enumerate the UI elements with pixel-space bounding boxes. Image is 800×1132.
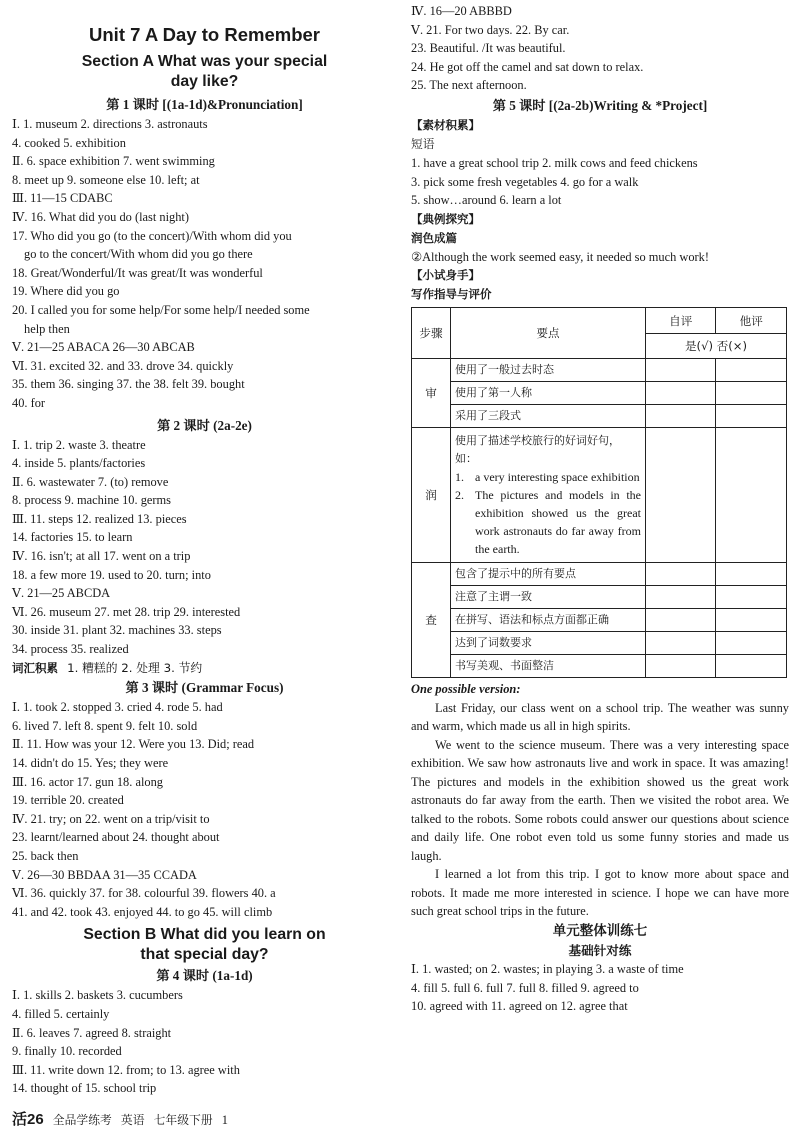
answer-line: 25. back then <box>12 848 79 863</box>
check-item: 达到了词数要求 <box>451 632 646 655</box>
answer-line: 17. Who did you go (to the concert)/With whom did you <box>12 228 292 243</box>
peer-cell <box>716 405 787 428</box>
step-review: 审 <box>412 359 451 428</box>
answer-line: Ⅳ. 21. try; on 22. went on a trip/visit to <box>12 811 210 826</box>
footer-volume: 1 <box>221 1113 228 1127</box>
phrase-label: 短语 <box>411 136 435 151</box>
answer-line: 20. I called you for some help/For some help/I needed some <box>12 302 310 317</box>
answer-line: Ⅰ. 1. museum 2. directions 3. astronauts <box>12 117 208 131</box>
answer-line: 30. inside 31. plant 32. machines 33. steps <box>12 623 222 638</box>
review-item: 采用了三段式 <box>451 405 646 428</box>
answer-line: 25. The next afternoon. <box>411 78 527 93</box>
answer-line: Ⅰ. 1. skills 2. baskets 3. cucumbers <box>12 988 183 1003</box>
polish-example-text: a very interesting space exhibition <box>475 470 640 485</box>
lesson1-answers <box>12 115 397 413</box>
answer-line: Ⅴ. 21. For two days. 22. By car. <box>411 22 570 37</box>
answer-line: 3. pick some fresh vegetables 4. go for a walk <box>411 174 639 189</box>
polish-example-text: The pictures and models in the exhibition showed us the great work astronauts do far away from the earth. <box>475 488 641 557</box>
answer-line: Ⅱ. 6. space exhibition 7. went swimming <box>12 154 215 169</box>
essay-paragraph-3: I learned a lot from this trip. I got to know more about space and robots. It made me more interested in science. I hope we can have more such great school trips in the future. <box>411 867 789 919</box>
evaluation-table <box>411 307 787 678</box>
answer-line: 8. meet up 9. someone else 10. left; at <box>12 172 200 187</box>
answer-line: 14. thought of 15. school trip <box>12 1081 157 1096</box>
page-number: 活26 <box>12 1111 44 1128</box>
answer-line: Ⅵ. 36. quickly 37. for 38. colourful 39. flowers 40. a <box>12 886 276 901</box>
right-column <box>411 0 789 1016</box>
header-self: 自评 <box>646 308 716 334</box>
lesson4-answers <box>12 986 397 1098</box>
answer-line: 19. Where did you go <box>12 284 120 299</box>
section-b-title-line1: Section B What did you learn on <box>83 926 326 944</box>
peer-cell <box>716 632 787 655</box>
lesson3-heading: 第 3 课时 (Grammar Focus) <box>125 680 284 696</box>
lesson4-heading: 第 4 课时 (1a-1d) <box>156 968 253 984</box>
self-cell <box>646 405 716 428</box>
polish-intro: 使用了描述学校旅行的好词好句，如： <box>455 434 620 466</box>
answer-line: Ⅰ. 1. trip 2. waste 3. theatre <box>12 437 146 452</box>
answer-line: 10. agreed with 11. agreed on 12. agree that <box>411 999 628 1014</box>
answer-line: Ⅵ. 31. excited 32. and 33. drove 34. quickly <box>12 358 234 373</box>
polish-example-number: 1. <box>455 470 464 485</box>
basic-practice-answers <box>411 960 789 1016</box>
answer-line: 19. terrible 20. created <box>12 793 124 808</box>
answer-line: Ⅲ. 11. steps 12. realized 13. pieces <box>12 511 187 526</box>
check-item: 注意了主谓一致 <box>451 586 646 609</box>
answer-line: 9. finally 10. recorded <box>12 1044 122 1059</box>
answer-line: Ⅵ. 26. museum 27. met 28. trip 29. interested <box>12 604 241 619</box>
answer-line: 34. process 35. realized <box>12 642 129 657</box>
peer-cell <box>716 359 787 382</box>
unit-test-title: 单元整体训练七 <box>552 922 648 939</box>
check-item: 书写美观、书面整洁 <box>451 655 646 678</box>
answer-line: help then <box>24 321 70 336</box>
vocab-line <box>12 659 397 678</box>
essay-paragraph-2: We went to the science museum. There was a very interesting space exhibition. We saw how astronauts live and work in space. It was amazing! The pictures and models in the exhibition showed us the great work astronauts do far away from the earth. Then we visited the robot area. We talked to the robots. Some robots could answer our questions about science and daily life. One robot even told us some funny stories and made us laugh. <box>411 737 789 863</box>
self-cell <box>646 359 716 382</box>
left-column <box>12 0 397 1098</box>
answer-line: 18. a few more 19. used to 20. turn; into <box>12 567 211 582</box>
step-check: 查 <box>412 563 451 678</box>
step-polish: 润 <box>412 428 451 563</box>
polish-item <box>451 428 646 563</box>
peer-cell <box>716 563 787 586</box>
self-cell <box>646 586 716 609</box>
grade: 七年级下册 <box>153 1113 213 1127</box>
check-item: 包含了提示中的所有要点 <box>451 563 646 586</box>
answer-line: Ⅲ. 11—15 CDABC <box>12 191 113 206</box>
polish-example <box>455 486 641 558</box>
vocab-text: 1. 糟糕的 2. 处理 3. 节约 <box>67 660 203 675</box>
self-cell <box>646 382 716 405</box>
answer-line: 4. cooked 5. exhibition <box>12 135 126 150</box>
answer-line: 4. filled 5. certainly <box>12 1006 110 1021</box>
lesson2-answers <box>12 436 397 659</box>
lesson4-continued-answers <box>411 2 789 95</box>
answer-line: 6. lived 7. left 8. spent 9. felt 10. sold <box>12 718 198 733</box>
peer-cell <box>716 609 787 632</box>
vocab-label: 词汇积累 <box>12 660 58 675</box>
writing-guide-label: 写作指导与评价 <box>411 287 492 302</box>
page-footer <box>12 1108 228 1129</box>
lesson3-answers <box>12 698 397 921</box>
answer-line: 14. factories 15. to learn <box>12 530 133 545</box>
check-item: 在拼写、语法和标点方面都正确 <box>451 609 646 632</box>
header-steps: 步骤 <box>412 308 451 359</box>
answer-line: 14. didn't do 15. Yes; they were <box>12 756 169 770</box>
answer-line: Ⅴ. 21—25 ABCDA <box>12 586 111 601</box>
polish-example <box>455 468 641 486</box>
answer-line: 1. have a great school trip 2. milk cows and feed chickens <box>411 155 698 170</box>
self-cell <box>646 632 716 655</box>
peer-cell <box>716 586 787 609</box>
subject: 英语 <box>120 1113 145 1127</box>
answer-line: go to the concert/With whom did you go there <box>24 247 253 262</box>
answer-line: 24. He got off the camel and sat down to relax. <box>411 59 644 74</box>
book-name: 全品学练考 <box>52 1113 112 1127</box>
answer-line: 5. show…around 6. learn a lot <box>411 193 562 208</box>
lesson5-heading: 第 5 课时 [(2a-2b)Writing & *Project] <box>492 97 708 113</box>
essay-paragraph-1: Last Friday, our class went on a school trip. The weather was sunny and warm, which made us all in high spirits. <box>411 700 789 734</box>
header-yes-no: 是(√) 否(×) <box>646 333 787 359</box>
review-item: 使用了第一人称 <box>451 382 646 405</box>
version-label: One possible version: <box>411 682 521 697</box>
phrase-list <box>411 154 789 210</box>
header-points: 要点 <box>451 308 646 359</box>
peer-cell <box>716 655 787 678</box>
lesson2-heading: 第 2 课时 (2a-2e) <box>157 417 252 433</box>
answer-line: Ⅰ. 1. took 2. stopped 3. cried 4. rode 5. had <box>12 700 223 715</box>
polish-label: 润色成篇 <box>411 230 457 245</box>
answer-line: Ⅱ. 6. leaves 7. agreed 8. straight <box>12 1025 172 1040</box>
self-cell <box>646 428 716 563</box>
lesson1-heading: 第 1 课时 [(1a-1d)&Pronunciation] <box>106 97 303 112</box>
answer-line: 23. Beautiful. /It was beautiful. <box>411 41 566 56</box>
unit-title: Unit 7 A Day to Remember <box>89 24 320 45</box>
answer-line: 23. learnt/learned about 24. thought about <box>12 830 220 845</box>
answer-line: Ⅲ. 16. actor 17. gun 18. along <box>12 774 163 789</box>
answer-line: 35. them 36. singing 37. the 38. felt 39. bought <box>12 377 245 392</box>
polish-sentence: ②Although the work seemed easy, it needed so much work! <box>411 249 709 264</box>
self-cell <box>646 609 716 632</box>
answer-line: Ⅲ. 11. write down 12. from; to 13. agree with <box>12 1062 240 1077</box>
answer-line: 4. fill 5. full 6. full 7. full 8. filled 9. agreed to <box>411 980 639 995</box>
basic-practice-title: 基础针对练 <box>568 942 632 958</box>
answer-line: Ⅱ. 11. How was your 12. Were you 13. Did; read <box>12 737 255 752</box>
peer-cell <box>716 428 787 563</box>
self-cell <box>646 655 716 678</box>
answer-line: Ⅴ. 26—30 BBDAA 31—35 CCADA <box>12 867 197 882</box>
answer-line: Ⅱ. 6. wastewater 7. (to) remove <box>12 474 169 489</box>
self-cell <box>646 563 716 586</box>
examples-label: 【典例探究】 <box>411 211 480 226</box>
review-item: 使用了一般过去时态 <box>451 359 646 382</box>
peer-cell <box>716 382 787 405</box>
answer-line: Ⅳ. 16—20 ABBBD <box>411 4 512 18</box>
answer-line: Ⅴ. 21—25 ABACA 26—30 ABCAB <box>12 340 195 355</box>
section-b-title-line2: that special day? <box>140 946 269 964</box>
section-a-title-line2: day like? <box>170 73 239 90</box>
section-a-title-line1: Section A What was your special <box>81 53 328 70</box>
answer-line: 4. inside 5. plants/factories <box>12 456 146 471</box>
polish-example-number: 2. <box>455 488 464 503</box>
answer-line: Ⅳ. 16. isn't; at all 17. went on a trip <box>12 549 191 564</box>
answer-line: Ⅰ. 1. wasted; on 2. wastes; in playing 3. a waste of time <box>411 961 684 976</box>
answer-line: 8. process 9. machine 10. germs <box>12 493 171 508</box>
header-peer: 他评 <box>716 308 787 334</box>
try-label: 【小试身手】 <box>411 268 480 283</box>
answer-line: 41. and 42. took 43. enjoyed 44. to go 45. will climb <box>12 904 273 919</box>
material-label: 【素材积累】 <box>411 117 480 132</box>
answer-line: 18. Great/Wonderful/It was great/It was wonderful <box>12 265 263 280</box>
answer-line: Ⅳ. 16. What did you do (last night) <box>12 209 189 224</box>
answer-line: 40. for <box>12 395 46 410</box>
